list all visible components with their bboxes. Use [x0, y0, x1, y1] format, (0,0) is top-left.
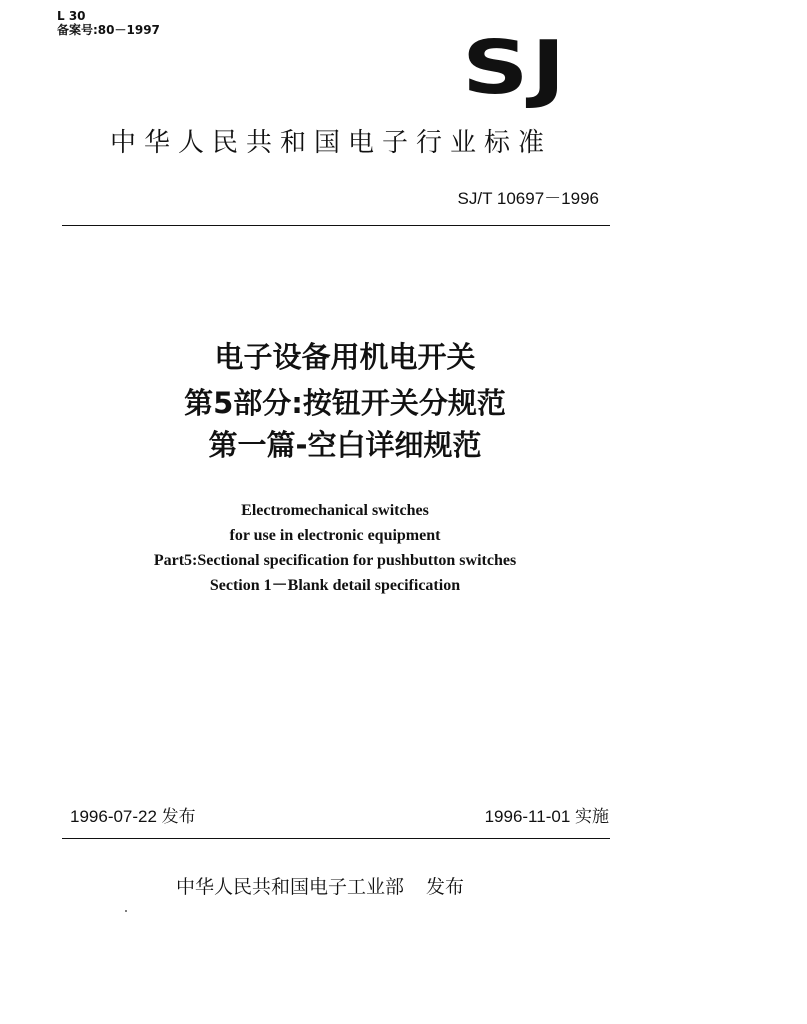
- title-en-line-3: Part5:Sectional specification for pushbutton switches: [153, 552, 517, 569]
- top-divider: [62, 225, 610, 226]
- publisher-name: 中华人民共和国电子工业部: [176, 876, 405, 898]
- title-cn-line-3: 第一篇-空白详细规范: [208, 428, 482, 462]
- title-en-line-2: for use in electronic equipment: [229, 527, 441, 544]
- classification-code: L 30: [57, 9, 86, 23]
- title-en-line-4: Section 1－Blank detail specification: [209, 577, 461, 594]
- bottom-divider: [62, 838, 610, 839]
- record-number: 备案号:80－1997: [57, 23, 160, 37]
- implementation-date: 1996-11-01 实施: [484, 807, 609, 826]
- standard-number: SJ/T 10697－1996: [457, 189, 599, 208]
- title-en-line-1: Electromechanical switches: [241, 502, 429, 519]
- title-cn-line-2: 第5部分:按钮开关分规范: [184, 386, 506, 420]
- issuing-organization-heading: 中华人民共和国电子行业标准: [110, 128, 553, 158]
- scan-speck: [125, 910, 127, 912]
- publish-date: 1996-07-22 发布: [70, 807, 196, 826]
- publisher-line: [176, 874, 464, 900]
- sj-logo: SJ: [462, 25, 569, 111]
- publisher-action: 发布: [426, 876, 465, 898]
- title-cn-line-1: 电子设备用机电开关: [214, 340, 476, 374]
